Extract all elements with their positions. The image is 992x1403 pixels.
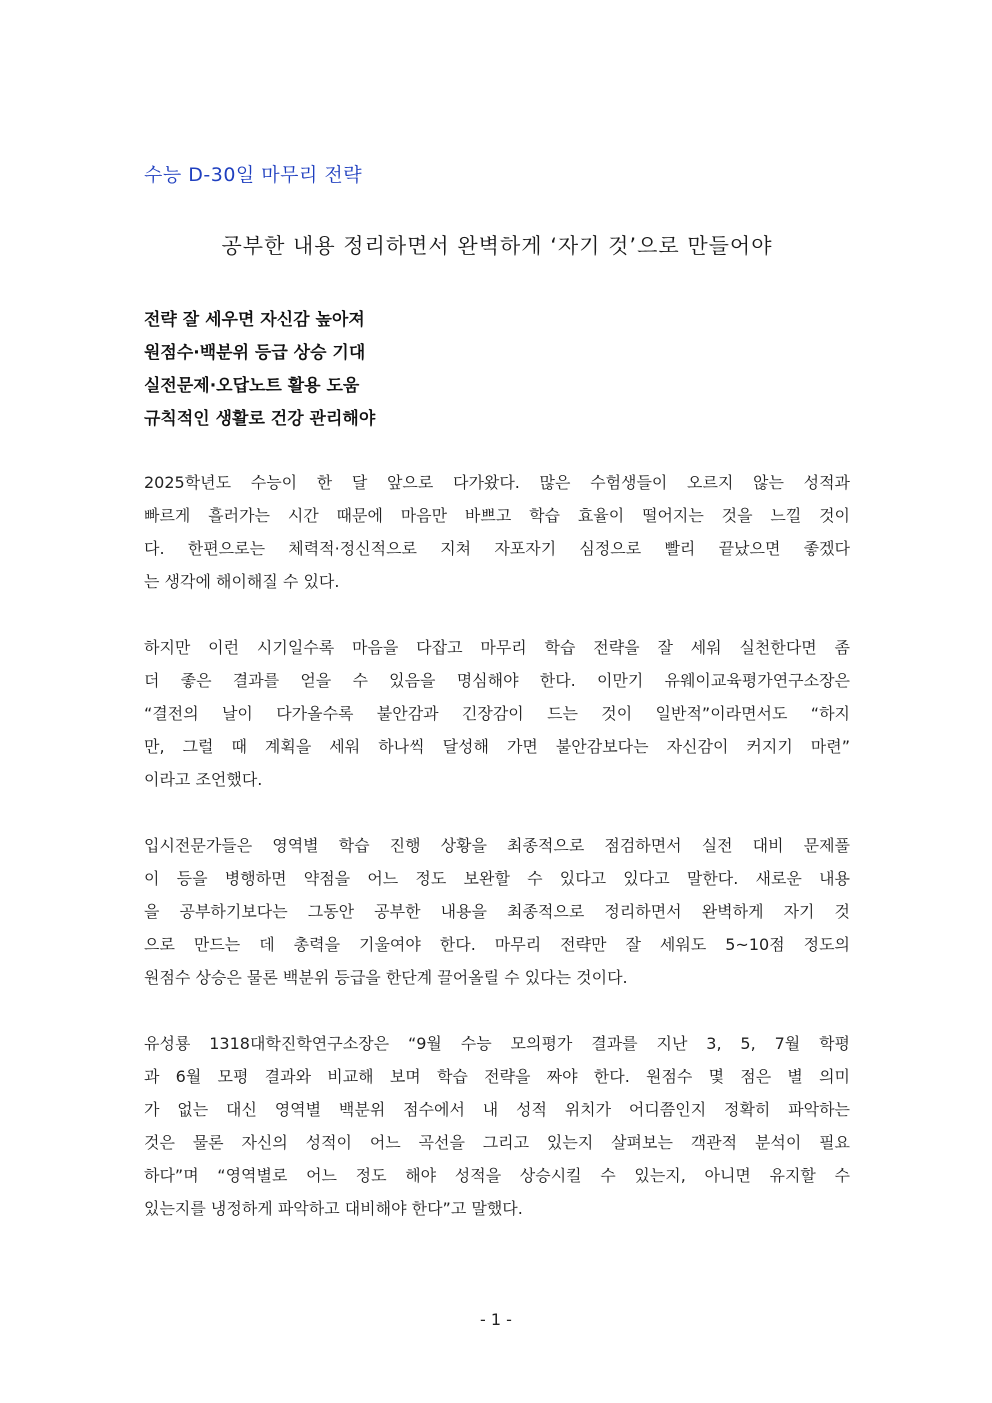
text-line: 2025학년도 수능이 한 달 앞으로 다가왔다. 많은 수험생들이 오르지 않는 성적과 bbox=[144, 473, 850, 492]
category-label: 수능 D-30일 마무리 전략 bbox=[144, 164, 363, 186]
text-line: 가 없는 대신 영역별 백분위 점수에서 내 성적 위치가 어디쯤인지 정확히 파악하는 bbox=[144, 1100, 850, 1119]
text-line: 하다”며 “영역별로 어느 정도 해야 성적을 상승시킬 수 있는지, 아니면 유지할 수 bbox=[144, 1166, 850, 1185]
text-line: 과 6월 모평 결과와 비교해 보며 학습 전략을 짜야 한다. 원점수 몇 점은 별 의미 bbox=[144, 1067, 850, 1086]
text-line: 유성룡 1318대학진학연구소장은 “9월 수능 모의평가 결과를 지난 3, 5, 7월 학평 bbox=[144, 1034, 850, 1053]
text-line: 빠르게 흘러가는 시간 때문에 마음만 바쁘고 학습 효율이 떨어지는 것을 느낄 것이 bbox=[144, 506, 850, 525]
text-line: 입시전문가들은 영역별 학습 진행 상황을 최종적으로 점검하면서 실전 대비 문제풀 bbox=[144, 836, 850, 855]
text-line: 이 등을 병행하면 약점을 어느 정도 보완할 수 있다고 있다고 말한다. 새로운 내용 bbox=[144, 869, 850, 888]
article-body bbox=[144, 466, 850, 1258]
text-line: 있는지를 냉정하게 파악하고 대비해야 한다”고 말했다. bbox=[144, 1199, 523, 1218]
text-line: 으로 만드는 데 총력을 기울여야 한다. 마무리 전략만 잘 세워도 5~10점 정도의 bbox=[144, 935, 850, 954]
text-line: 것은 물론 자신의 성적이 어느 곡선을 그리고 있는지 살펴보는 객관적 분석이 필요 bbox=[144, 1133, 850, 1152]
paragraph bbox=[144, 466, 850, 598]
text-line: 는 생각에 해이해질 수 있다. bbox=[144, 572, 340, 591]
headline: 공부한 내용 정리하면서 완벽하게 ‘자기 것’으로 만들어야 bbox=[221, 234, 773, 258]
text-line: 만, 그럴 때 계획을 세워 하나씩 달성해 가면 불안감보다는 자신감이 커지기 마련” bbox=[144, 737, 850, 756]
subheading: 규칙적인 생활로 건강 관리해야 bbox=[144, 409, 376, 429]
subheading: 실전문제·오답노트 활용 도움 bbox=[144, 376, 360, 396]
text-line: 을 공부하기보다는 그동안 공부한 내용을 최종적으로 정리하면서 완벽하게 자기 것 bbox=[144, 902, 850, 921]
paragraph bbox=[144, 631, 850, 796]
text-line: 원점수 상승은 물론 백분위 등급을 한단계 끌어올릴 수 있다는 것이다. bbox=[144, 968, 628, 987]
subheading: 전략 잘 세우면 자신감 높아져 bbox=[144, 310, 365, 330]
text-line: 다. 한편으로는 체력적·정신적으로 지쳐 자포자기 심정으로 빨리 끝났으면 좋겠다 bbox=[144, 539, 850, 558]
text-line: “결전의 날이 다가올수록 불안감과 긴장감이 드는 것이 일반적”이라면서도 “하지 bbox=[144, 704, 850, 723]
page-number: - 1 - bbox=[480, 1310, 512, 1329]
subheadings bbox=[144, 304, 850, 436]
text-line: 하지만 이런 시기일수록 마음을 다잡고 마무리 학습 전략을 잘 세워 실천한다면 좀 bbox=[144, 638, 850, 657]
paragraph bbox=[144, 1027, 850, 1225]
subheading: 원점수·백분위 등급 상승 기대 bbox=[144, 343, 366, 363]
paragraph bbox=[144, 829, 850, 994]
text-line: 이라고 조언했다. bbox=[144, 770, 263, 789]
text-line: 더 좋은 결과를 얻을 수 있음을 명심해야 한다. 이만기 유웨이교육평가연구소장은 bbox=[144, 671, 850, 690]
